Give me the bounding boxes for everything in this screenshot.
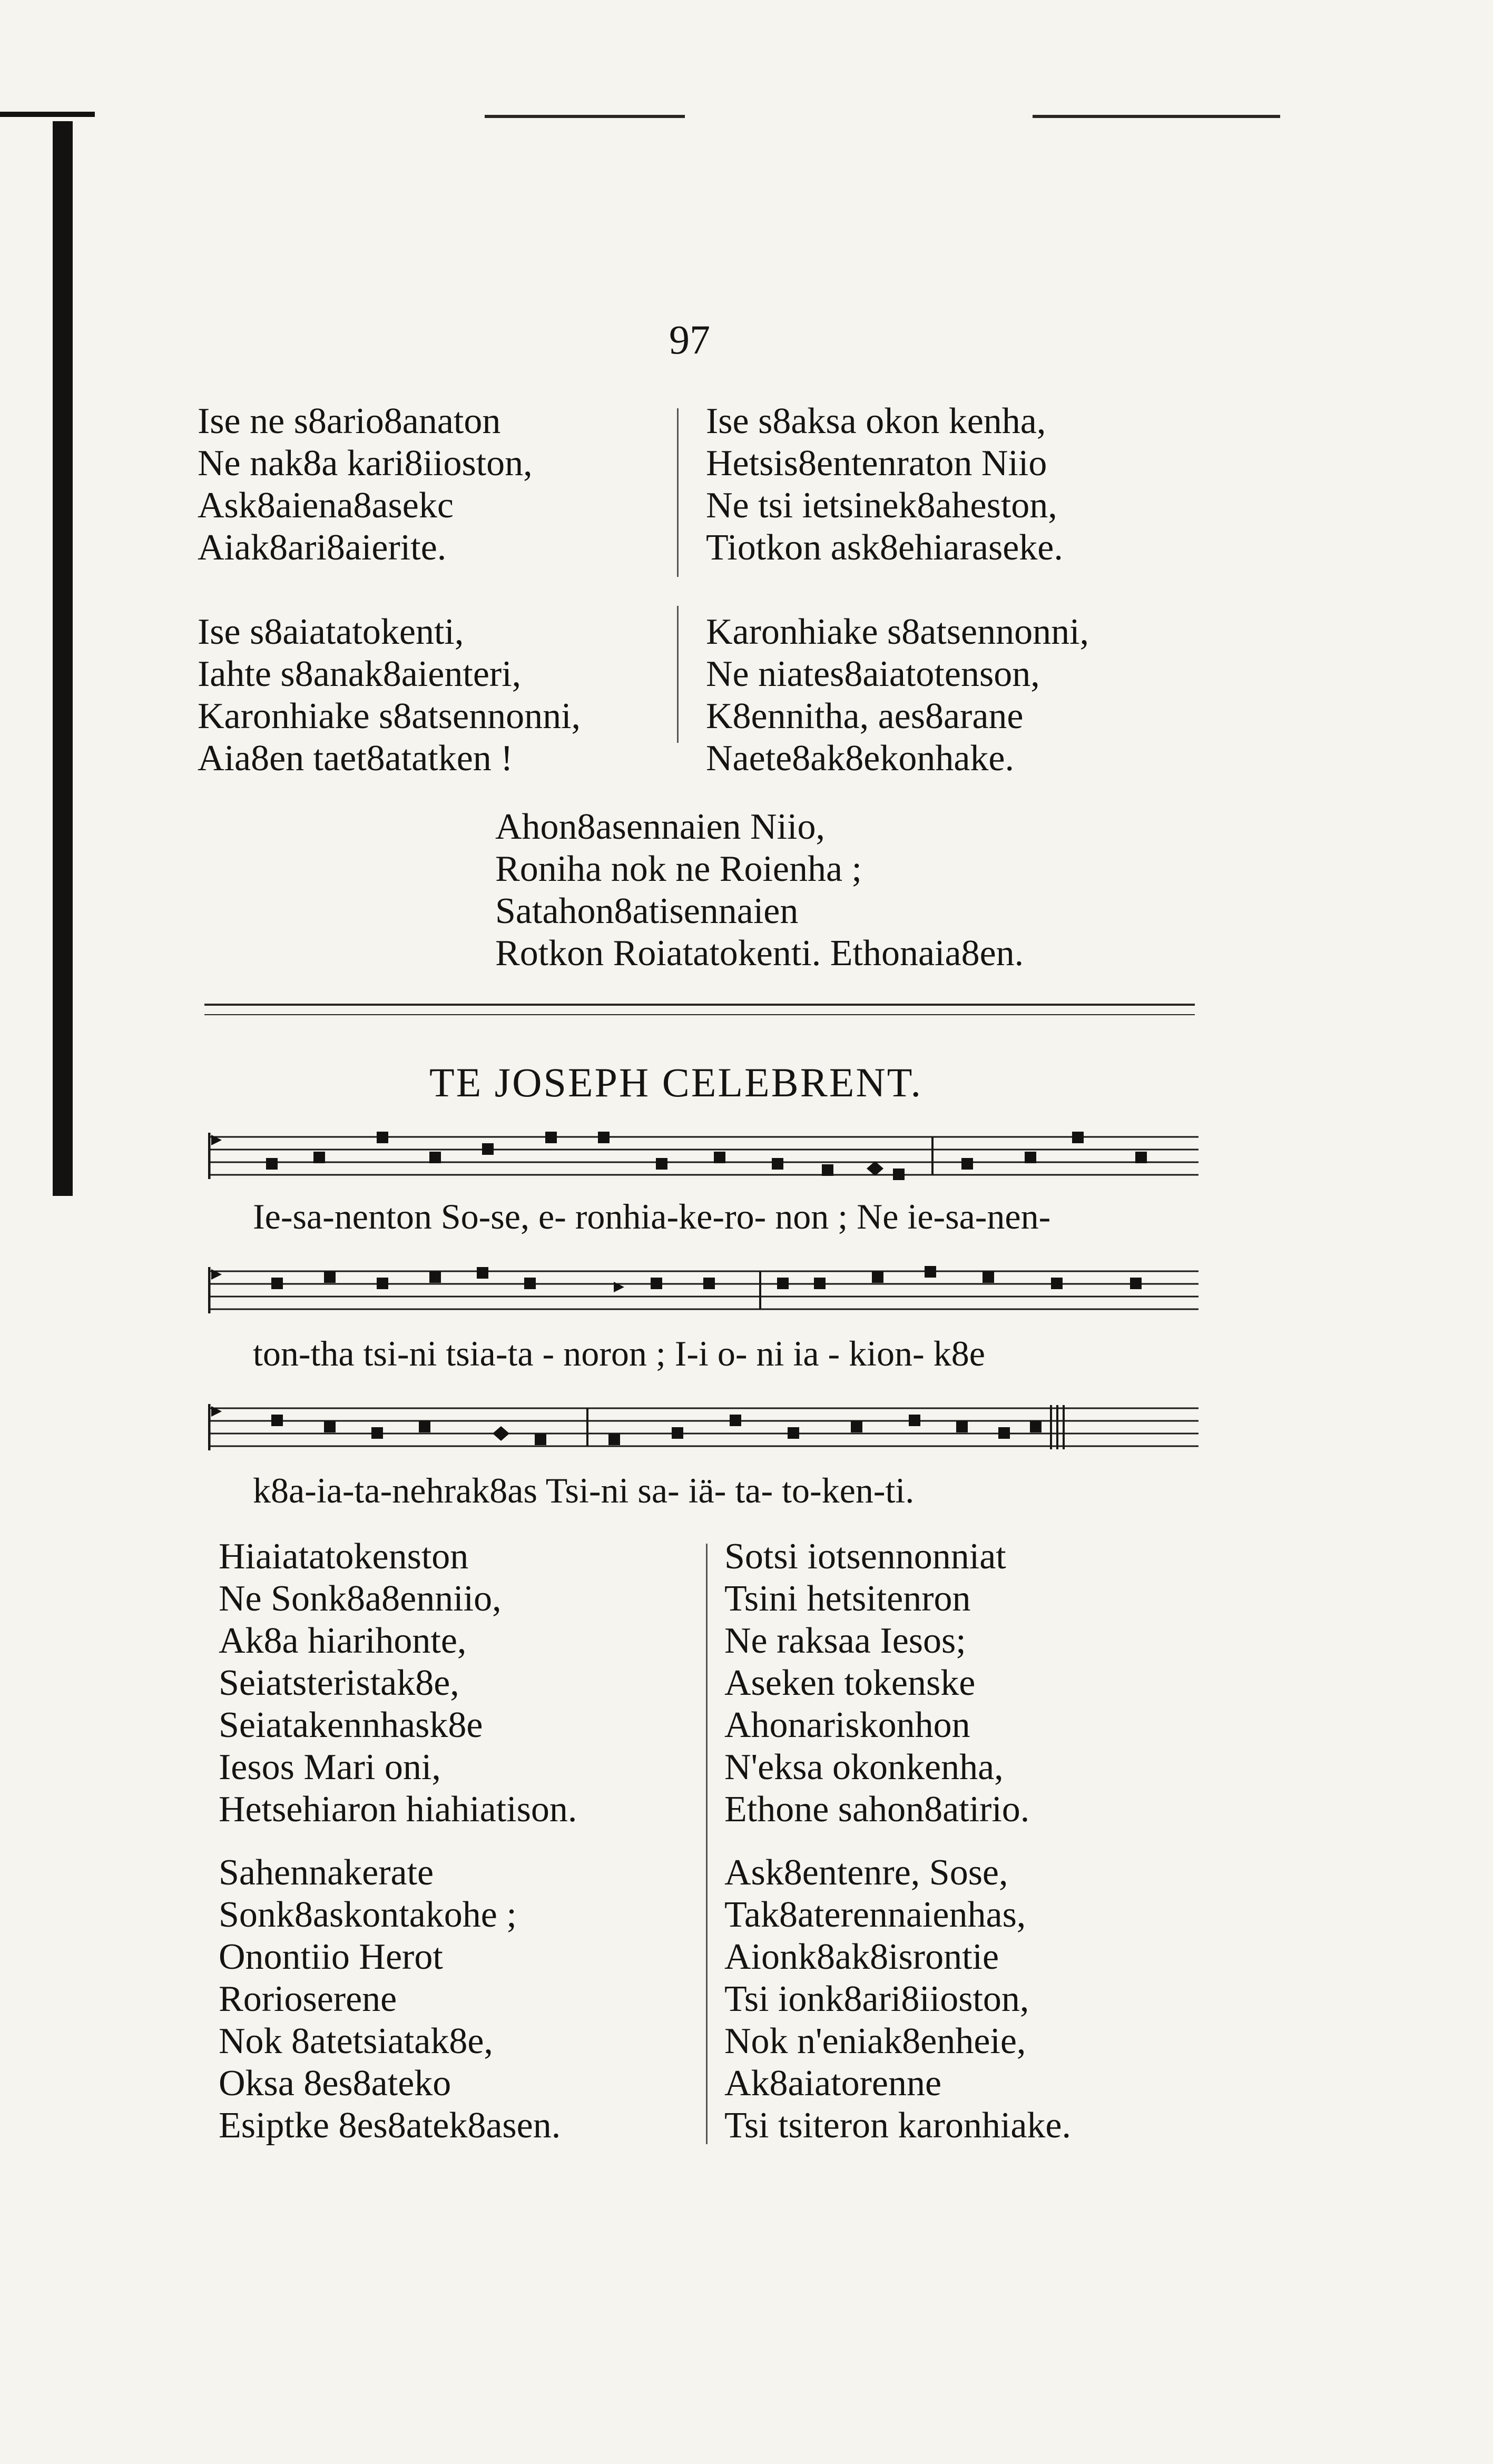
- verse-line: Rorioserene: [219, 1979, 397, 2019]
- header-rule: [1033, 115, 1280, 118]
- verse-line: Tsi ionk8ari8iioston,: [724, 1979, 1029, 2019]
- page-number: 97: [669, 317, 710, 362]
- music-staff-3: [208, 1399, 1199, 1457]
- verse-line: Sahennakerate: [219, 1852, 434, 1893]
- binding-edge: [53, 121, 73, 1196]
- verse-line: Iesos Mari oni,: [219, 1747, 441, 1788]
- chant-lyric-line-2: ton-tha tsi-ni tsia-ta - noron ; I-i o- ni ia - kion- k8e: [253, 1333, 985, 1373]
- verse-line: Rotkon Roiatatokenti. Ethonaia8en.: [495, 933, 1024, 974]
- verse-line: Naete8ak8ekonhake.: [706, 738, 1014, 779]
- verse-line: Iahte s8anak8aienteri,: [198, 654, 522, 694]
- verse-line: Karonhiake s8atsennonni,: [706, 612, 1089, 652]
- verse-line: Ne nak8a kari8iioston,: [198, 443, 533, 484]
- verse-line: Ak8a hiarihonte,: [219, 1621, 467, 1661]
- verse-line: Nok 8atetsiatak8e,: [219, 2021, 493, 2061]
- verse-line: Ise s8aksa okon kenha,: [706, 401, 1046, 441]
- verse-line: Satahon8atisennaien: [495, 891, 799, 931]
- verse-line: Aseken tokenske: [724, 1663, 976, 1703]
- verse-line: Aionk8ak8isrontie: [724, 1937, 999, 1977]
- column-divider: [706, 1544, 708, 2144]
- verse-line: Ethone sahon8atirio.: [724, 1789, 1030, 1830]
- verse-line: Aia8en taet8atatken !: [198, 738, 513, 779]
- verse-line: Aiak8ari8aierite.: [198, 527, 447, 568]
- verse-bottom-right-1: [724, 1536, 1029, 1831]
- verse-line: Ahonariskonhon: [724, 1705, 970, 1745]
- verse-line: Tiotkon ask8ehiaraseke.: [706, 527, 1063, 568]
- verse-line: Ise ne s8ario8anaton: [198, 401, 501, 441]
- column-divider: [677, 408, 679, 577]
- verse-line: Sotsi iotsennonniat: [724, 1536, 1006, 1577]
- verse-line: Karonhiake s8atsennonni,: [198, 696, 581, 737]
- verse-bottom-left-2: [219, 1852, 561, 2147]
- section-rule: [204, 1014, 1195, 1015]
- verse-line: Ahon8asennaien Niio,: [495, 807, 825, 847]
- verse-line: K8ennitha, aes8arane: [706, 696, 1024, 737]
- verse-line: Ask8aiena8asekc: [198, 485, 454, 526]
- verse-line: Oksa 8es8ateko: [219, 2063, 451, 2104]
- column-divider: [677, 606, 679, 743]
- verse-line: Nok n'eniak8enheie,: [724, 2021, 1026, 2061]
- verse-top-right-1: [706, 400, 1063, 569]
- verse-line: Ne tsi ietsinek8aheston,: [706, 485, 1057, 526]
- music-staff-2: [208, 1262, 1199, 1320]
- verse-bottom-right-2: [724, 1852, 1071, 2147]
- verse-line: Tak8aterennaienhas,: [724, 1894, 1026, 1935]
- verse-line: Ak8aiatorenne: [724, 2063, 942, 2104]
- verse-line: Esiptke 8es8atek8asen.: [219, 2105, 561, 2146]
- header-mark: [0, 112, 95, 117]
- verse-top-right-2: [706, 611, 1089, 780]
- verse-bottom-left-1: [219, 1536, 577, 1831]
- verse-top-left-1: [198, 400, 533, 569]
- verse-line: Sonk8askontakohe ;: [219, 1894, 517, 1935]
- verse-line: Hetsis8entenraton Niio: [706, 443, 1047, 484]
- verse-line: Hiaiatatokenston: [219, 1536, 469, 1577]
- section-rule: [204, 1004, 1195, 1006]
- music-staff-1: [208, 1127, 1199, 1185]
- verse-line: Roniha nok ne Roienha ;: [495, 849, 862, 889]
- doxology: [495, 806, 1024, 975]
- verse-line: Ne Sonk8a8enniio,: [219, 1578, 502, 1619]
- verse-top-left-2: [198, 611, 581, 780]
- verse-line: Onontiio Herot: [219, 1937, 443, 1977]
- chant-lyric-line-3: k8a-ia-ta-nehrak8as Tsi-ni sa- iä- ta- to-ken-ti.: [253, 1470, 915, 1510]
- verse-line: Ne niates8aiatotenson,: [706, 654, 1040, 694]
- verse-line: Tsi tsiteron karonhiake.: [724, 2105, 1071, 2146]
- verse-line: Ise s8aiatatokenti,: [198, 612, 464, 652]
- verse-line: Ne raksaa Iesos;: [724, 1621, 966, 1661]
- chant-lyric-line-1: Ie-sa-nenton So-se, e- ronhia-ke-ro- non ; Ne ie-sa-nen-: [253, 1196, 1051, 1236]
- header-rule: [485, 115, 685, 118]
- verse-line: N'eksa okonkenha,: [724, 1747, 1004, 1788]
- verse-line: Ask8entenre, Sose,: [724, 1852, 1008, 1893]
- chant-title: TE JOSEPH CELEBRENT.: [429, 1059, 923, 1105]
- verse-line: Hetsehiaron hiahiatison.: [219, 1789, 577, 1830]
- verse-line: Seiatakennhask8e: [219, 1705, 483, 1745]
- verse-line: Tsini hetsitenron: [724, 1578, 971, 1619]
- verse-line: Seiatsteristak8e,: [219, 1663, 459, 1703]
